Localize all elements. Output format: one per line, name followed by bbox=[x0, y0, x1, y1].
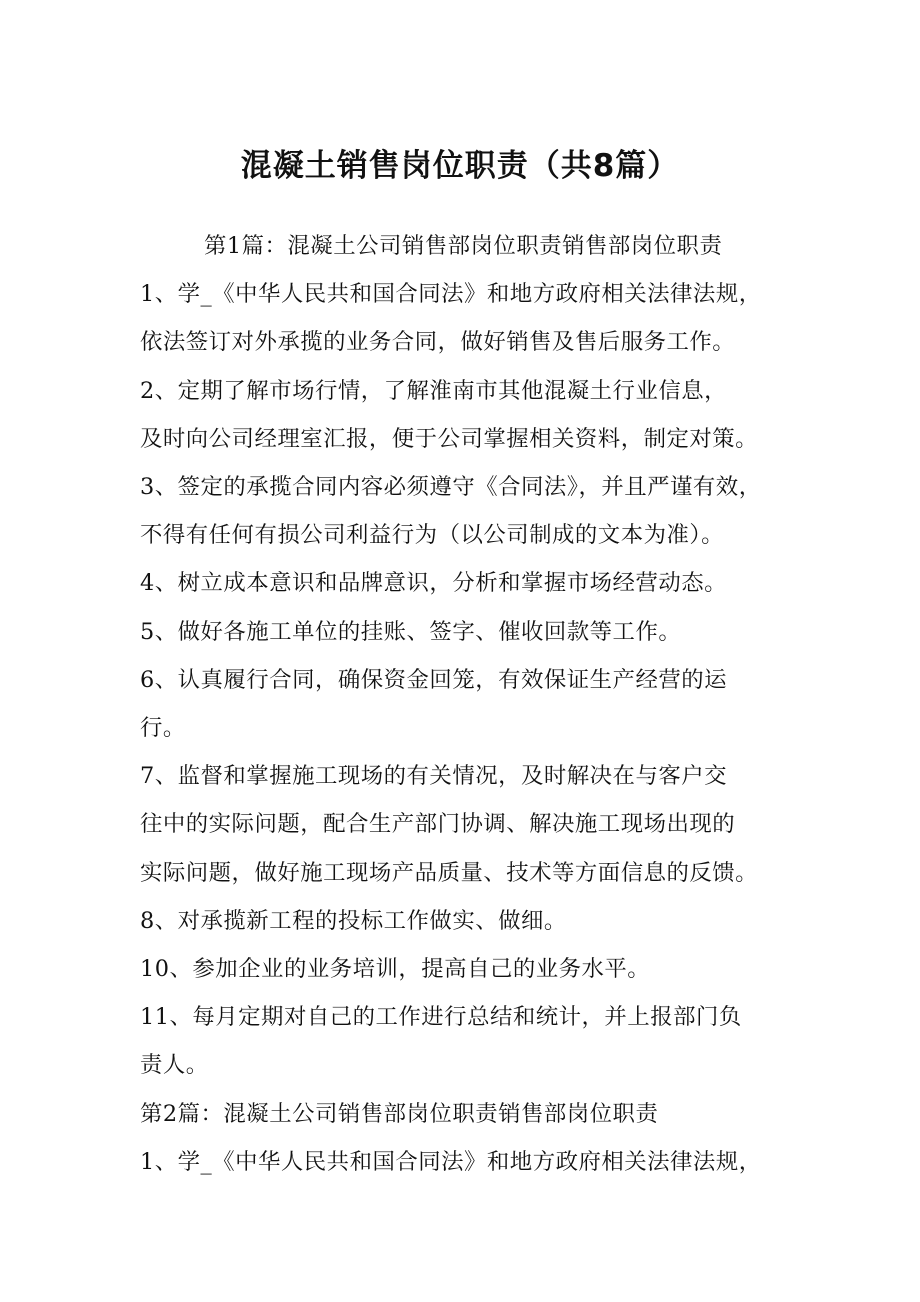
document-body bbox=[140, 222, 800, 1186]
text-line: 6、认真履行合同，确保资金回笼，有效保证生产经营的运 bbox=[140, 666, 728, 693]
text-line: 8、对承揽新工程的投标工作做实、做细。 bbox=[140, 907, 567, 934]
text-line: 责人。 bbox=[140, 1052, 209, 1079]
text-line: 5、做好各施工单位的挂账、签字、催收回款等工作。 bbox=[140, 618, 682, 645]
document-title: 混凝土销售岗位职责（共8篇） bbox=[240, 148, 680, 184]
text-line: 2、定期了解市场行情，了解淮南市其他混凝土行业信息， bbox=[140, 377, 728, 404]
text-line: 实际问题，做好施工现场产品质量、技术等方面信息的反馈。 bbox=[140, 859, 759, 886]
section-heading: 第2篇：混凝土公司销售部岗位职责销售部岗位职责 bbox=[140, 1100, 659, 1127]
text-line: 4、树立成本意识和品牌意识，分析和掌握市场经营动态。 bbox=[140, 570, 728, 597]
text-line: 1、学_《中华人民共和国合同法》和地方政府相关法律法规， bbox=[140, 1148, 762, 1175]
text-line: 7、监督和掌握施工现场的有关情况，及时解决在与客户交 bbox=[140, 763, 728, 790]
text-line: 依法签订对外承揽的业务合同，做好销售及售后服务工作。 bbox=[140, 329, 736, 356]
text-line: 3、签定的承揽合同内容必须遵守《合同法》，并且严谨有效， bbox=[140, 474, 762, 501]
text-line: 1、学_《中华人民共和国合同法》和地方政府相关法律法规， bbox=[140, 281, 762, 308]
text-line: 及时向公司经理室汇报，便于公司掌握相关资料，制定对策。 bbox=[140, 425, 759, 452]
text-line: 11、每月定期对自己的工作进行总结和统计，并上报部门负 bbox=[140, 1004, 742, 1031]
text-line: 10、参加企业的业务培训，提高自己的业务水平。 bbox=[140, 956, 651, 983]
text-line: 往中的实际问题，配合生产部门协调、解决施工现场出现的 bbox=[140, 811, 736, 838]
text-line: 行。 bbox=[140, 715, 186, 742]
text-line: 不得有任何有损公司利益行为（以公司制成的文本为准）。 bbox=[140, 522, 724, 549]
section-heading: 第1篇：混凝土公司销售部岗位职责销售部岗位职责 bbox=[204, 233, 723, 259]
